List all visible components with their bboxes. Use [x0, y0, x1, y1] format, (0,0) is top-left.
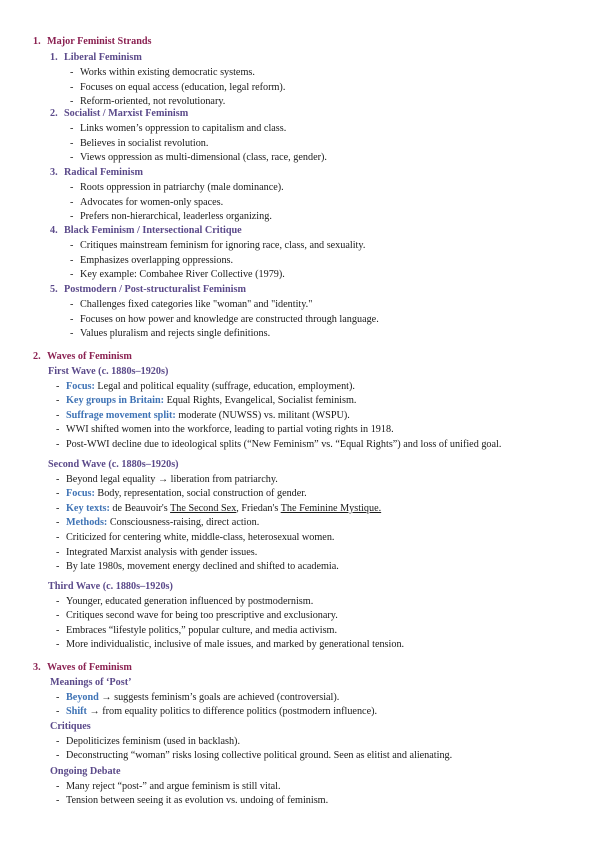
- section-heading: [33, 36, 152, 47]
- bullet-dash: -: [70, 328, 74, 340]
- bullet-dash: -: [56, 639, 60, 651]
- bullet-dash: -: [56, 439, 60, 450]
- section-heading: [33, 662, 132, 673]
- bullet-text: Views oppression as multi-dimensional (class, race, gender).: [80, 152, 327, 164]
- bullet-text: Believes in socialist revolution.: [80, 137, 209, 149]
- wave-heading: [48, 366, 168, 377]
- bullet-dash: -: [56, 795, 60, 807]
- bullet-text: Tension between seeing it as evolution vs. undoing of feminism.: [66, 795, 329, 807]
- strand-heading: [50, 108, 188, 119]
- strand-heading: [50, 167, 143, 178]
- heading-number: 3.: [33, 662, 41, 673]
- bullet-item: [56, 639, 404, 650]
- bullet-text: Integrated Marxist analysis with gender issues.: [66, 546, 258, 558]
- heading-number: 1.: [33, 36, 41, 47]
- heading-text: Postmodern / Post-structuralist Feminism: [64, 284, 246, 295]
- bullet-dash: -: [70, 298, 74, 310]
- bullet-item: [56, 625, 337, 636]
- heading-text: Meanings of ‘Post’: [50, 677, 132, 688]
- bullet-item: [56, 395, 356, 406]
- book-title: The Feminine Mystique.: [280, 502, 382, 514]
- bullet-text: Focuses on equal access (education, legal reform).: [80, 81, 286, 93]
- bullet-dash: -: [70, 122, 74, 134]
- bullet-item: [70, 328, 270, 339]
- bullet-item: [56, 503, 381, 514]
- bullet-text: moderate (NUWSS) vs. militant (WSPU).: [175, 409, 350, 421]
- bullet-text: Key example: Combahee River Collective (1979).: [80, 269, 285, 281]
- bullet-item: [56, 424, 394, 435]
- heading-number: 2.: [33, 351, 41, 362]
- wave-heading: [48, 459, 179, 470]
- bullet-dash: -: [70, 211, 74, 223]
- bullet-label: Beyond: [66, 691, 99, 703]
- bullet-dash: -: [70, 137, 74, 149]
- heading-text: Critiques: [50, 721, 91, 732]
- strand-heading: [50, 52, 142, 63]
- bullet-item: [70, 314, 379, 325]
- bullet-text: Beyond legal equality → liberation from patriarchy.: [66, 473, 278, 485]
- bullet-dash: -: [56, 595, 60, 607]
- bullet-item: [70, 152, 327, 163]
- bullet-dash: -: [56, 706, 60, 718]
- bullet-item: [56, 532, 334, 543]
- bullet-text: Roots oppression in patriarchy (male dominance).: [80, 181, 284, 193]
- group-heading: [50, 677, 132, 688]
- heading-text: Radical Feminism: [64, 167, 143, 178]
- bullet-item: [56, 410, 350, 421]
- bullet-text: Body, representation, social construction of gender.: [94, 488, 307, 500]
- bullet-dash: -: [56, 517, 60, 529]
- bullet-text: Deconstructing “woman” risks losing collective political ground. Seen as elitist and alienating.: [66, 750, 453, 762]
- bullet-text: WWI shifted women into the workforce, leading to partial voting rights in 1918.: [66, 424, 394, 436]
- bullet-text: Challenges fixed categories like "woman" and "identity.": [80, 298, 313, 310]
- bullet-dash: -: [56, 424, 60, 436]
- bullet-item: [70, 82, 285, 93]
- bullet-dash: -: [70, 269, 74, 281]
- bullet-label: Focus:: [66, 488, 95, 500]
- bullet-dash: -: [70, 66, 74, 78]
- bullet-text: Values pluralism and rejects single definitions.: [80, 328, 271, 340]
- heading-number: 2.: [50, 108, 58, 119]
- bullet-dash: -: [70, 313, 74, 325]
- bullet-dash: -: [56, 380, 60, 392]
- bullet-text: Reform-oriented, not revolutionary.: [80, 96, 226, 108]
- heading-text: Waves of Feminism: [47, 662, 132, 673]
- bullet-text: Critiques mainstream feminism for ignoring race, class, and sexuality.: [80, 239, 366, 251]
- bullet-item: [56, 795, 328, 806]
- bullet-dash: -: [56, 502, 60, 514]
- heading-number: 4.: [50, 225, 58, 236]
- bullet-item: [56, 474, 278, 485]
- bullet-item: [70, 182, 284, 193]
- heading-text: Major Feminist Strands: [47, 36, 152, 47]
- heading-text: Black Feminism / Intersectional Critique: [64, 225, 242, 236]
- bullet-item: [70, 240, 365, 251]
- bullet-item: [70, 138, 208, 149]
- bullet-item: [56, 610, 338, 621]
- bullet-text: → from equality politics to difference politics (postmodern influence).: [86, 706, 378, 718]
- bullet-dash: -: [70, 254, 74, 266]
- section-heading: [33, 351, 132, 362]
- bullet-dash: -: [56, 473, 60, 485]
- heading-text: First Wave (c. 1880s–1920s): [48, 366, 169, 377]
- bullet-text: Focuses on how power and knowledge are constructed through language.: [80, 313, 379, 325]
- heading-text: Liberal Feminism: [64, 52, 142, 63]
- bullet-item: [56, 381, 355, 392]
- bullet-dash: -: [70, 239, 74, 251]
- bullet-text: More individualistic, inclusive of male issues, and marked by generational tension.: [66, 639, 405, 651]
- bullet-text: Emphasizes overlapping oppressions.: [80, 254, 234, 266]
- bullet-text: Many reject “post-” and argue feminism is still vital.: [66, 780, 281, 792]
- bullet-item: [70, 96, 225, 107]
- strand-heading: [50, 284, 246, 295]
- bullet-label: Focus:: [66, 380, 95, 392]
- bullet-text: , Friedan's: [236, 502, 281, 514]
- bullet-label: Key groups in Britain:: [66, 395, 165, 407]
- bullet-item: [56, 706, 377, 717]
- bullet-text: → suggests feminism’s goals are achieved (controversial).: [98, 691, 340, 703]
- bullet-item: [56, 517, 259, 528]
- bullet-dash: -: [70, 152, 74, 164]
- heading-number: 1.: [50, 52, 58, 63]
- bullet-dash: -: [56, 409, 60, 421]
- group-heading: [50, 721, 91, 732]
- bullet-item: [70, 255, 233, 266]
- bullet-item: [56, 439, 501, 450]
- bullet-dash: -: [70, 81, 74, 93]
- heading-text: Socialist / Marxist Feminism: [64, 108, 189, 119]
- bullet-dash: -: [56, 395, 60, 407]
- bullet-item: [56, 750, 452, 761]
- bullet-dash: -: [56, 561, 60, 573]
- bullet-text: Legal and political equality (suffrage, education, employment).: [94, 380, 355, 392]
- book-title: The Second Sex: [170, 502, 237, 514]
- bullet-item: [56, 488, 307, 499]
- bullet-dash: -: [56, 735, 60, 747]
- bullet-label: Key texts:: [66, 502, 110, 514]
- bullet-text: Embraces “lifestyle politics,” popular culture, and media activism.: [66, 624, 338, 636]
- wave-heading: [48, 581, 173, 592]
- heading-text: Second Wave (c. 1880s–1920s): [48, 459, 179, 470]
- heading-text: Third Wave (c. 1880s–1920s): [48, 581, 173, 592]
- bullet-item: [70, 299, 312, 310]
- bullet-item: [56, 547, 257, 558]
- heading-text: Waves of Feminism: [47, 351, 132, 362]
- heading-number: 3.: [50, 167, 58, 178]
- bullet-dash: -: [56, 610, 60, 622]
- bullet-text: de Beauvoir's: [109, 502, 171, 514]
- bullet-item: [70, 211, 272, 222]
- bullet-dash: -: [56, 624, 60, 636]
- group-heading: [50, 766, 120, 777]
- bullet-label: Methods:: [66, 517, 108, 529]
- heading-number: 5.: [50, 284, 58, 295]
- heading-text: Ongoing Debate: [50, 766, 121, 777]
- bullet-text: Equal Rights, Evangelical, Socialist feminism.: [164, 395, 357, 407]
- bullet-text: Critiques second wave for being too prescriptive and exclusionary.: [66, 610, 338, 622]
- bullet-dash: -: [70, 181, 74, 193]
- bullet-text: Depoliticizes feminism (used in backlash).: [66, 735, 240, 747]
- strand-heading: [50, 225, 242, 236]
- bullet-dash: -: [70, 196, 74, 208]
- bullet-label: Shift: [66, 706, 87, 718]
- bullet-item: [56, 561, 339, 572]
- bullet-dash: -: [56, 691, 60, 703]
- bullet-item: [70, 123, 286, 134]
- bullet-item: [56, 692, 339, 703]
- bullet-text: By late 1980s, movement energy declined and shifted to academia.: [66, 561, 339, 573]
- bullet-dash: -: [56, 780, 60, 792]
- bullet-item: [56, 736, 240, 747]
- bullet-text: Criticized for centering white, middle-class, heterosexual women.: [66, 532, 335, 543]
- bullet-dash: -: [56, 546, 60, 558]
- bullet-text: Works within existing democratic systems.: [80, 66, 255, 78]
- bullet-text: Links women’s oppression to capitalism and class.: [80, 122, 287, 134]
- bullet-text: Post-WWI decline due to ideological splits (“New Feminism” vs. “Equal Rights”) and loss of unified goal.: [66, 439, 502, 450]
- bullet-dash: -: [70, 96, 74, 108]
- bullet-dash: -: [56, 532, 60, 543]
- bullet-item: [56, 781, 281, 792]
- bullet-dash: -: [56, 750, 60, 762]
- bullet-item: [56, 596, 313, 607]
- bullet-item: [70, 269, 285, 280]
- bullet-label: Suffrage movement split:: [66, 409, 176, 421]
- bullet-text: Younger, educated generation influenced by postmodernism.: [66, 595, 314, 607]
- bullet-item: [70, 197, 223, 208]
- bullet-text: Prefers non-hierarchical, leaderless organizing.: [80, 211, 272, 223]
- bullet-dash: -: [56, 488, 60, 500]
- bullet-text: Advocates for women-only spaces.: [80, 196, 224, 208]
- bullet-item: [70, 67, 255, 78]
- bullet-text: Consciousness-raising, direct action.: [107, 517, 260, 529]
